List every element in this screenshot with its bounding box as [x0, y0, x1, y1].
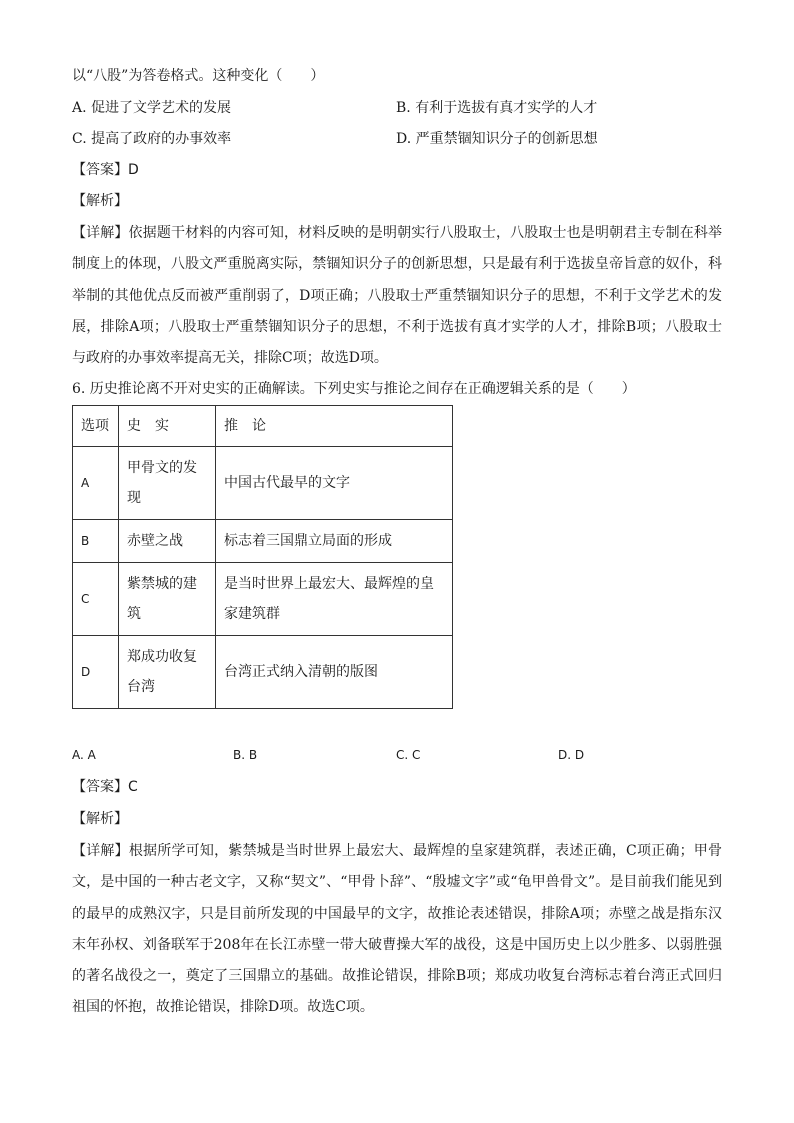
header-inference: 推 论 [216, 406, 453, 447]
cell-inference: 标志着三国鼎立局面的形成 [216, 520, 453, 563]
q6-answer-line [72, 777, 138, 797]
header-fact: 史 实 [119, 406, 216, 447]
q5-option-a: A. 促进了文学艺术的发展 [72, 100, 232, 116]
cell-option: D [73, 636, 119, 709]
q6-stem: 6. 历史推论离不开对史实的正确解读。下列史实与推论之间存在正确逻辑关系的是（ ） [72, 381, 636, 397]
q5-answer-line [72, 160, 139, 180]
q5-option-b: B. 有利于选拔有真才实学的人才 [396, 100, 598, 116]
q5-detail-text: 依据题干材料的内容可知，材料反映的是明朝实行八股取士，八股取士也是明朝君主专制在科举制度上的体现，八股文严重脱离实际，禁锢知识分子的创新思想，只是最有利于选拔皇帝旨意的奴仆，科举制的其他优点反而被严重削弱了，D项正确；八股取士严重禁锢知识分子的思想，不利于文学艺术的发展，排除A项；八股取士严重禁锢知识分子的思想，不利于选拔有真才实学的人才，排除B项；八股取士与政府的办事效率提高无关，排除C项；故选D项。 [72, 225, 723, 367]
q5-answer: D [128, 162, 139, 178]
q5-option-d: D. 严重禁锢知识分子的创新思想 [396, 131, 598, 147]
table-row [73, 636, 453, 709]
q6-choice-a: A. A [72, 748, 96, 762]
q5-answer-label: 【答案】 [72, 162, 128, 178]
q6-table [72, 405, 453, 709]
table-row [73, 447, 453, 520]
q6-detail [72, 836, 722, 1024]
q5-option-c: C. 提高了政府的办事效率 [72, 131, 232, 147]
cell-fact: 甲骨文的发现 [119, 447, 216, 520]
cell-fact: 赤壁之战 [119, 520, 216, 563]
cell-inference: 是当时世界上最宏大、最辉煌的皇家建筑群 [216, 563, 453, 636]
q6-detail-label: 【详解】 [72, 843, 129, 859]
q6-choice-b: B. B [233, 748, 258, 762]
cell-option: C [73, 563, 119, 636]
cell-option: A [73, 447, 119, 520]
cell-inference: 中国古代最早的文字 [216, 447, 453, 520]
cell-fact: 郑成功收复台湾 [119, 636, 216, 709]
q5-detail [72, 218, 722, 374]
q6-choice-d: D. D [558, 748, 585, 762]
q6-answer-label: 【答案】 [72, 779, 128, 795]
q6-choice-c: C. C [396, 748, 421, 762]
q6-analysis-label: 【解析】 [72, 811, 128, 827]
table-row [73, 520, 453, 563]
cell-option: B [73, 520, 119, 563]
table-row [73, 563, 453, 636]
q6-detail-text: 根据所学可知，紫禁城是当时世界上最宏大、最辉煌的皇家建筑群，表述正确，C项正确；甲骨文，是中国的一种古老文字，又称“契文”、“甲骨卜辞”、“殷墟文字”或“龟甲兽骨文”。是目前我们能见到的最早的成熟汉字，只是目前所发现的中国最早的文字，故推论表述错误，排除A项；赤壁之战是指东汉末年孙权、刘备联军于208年在长江赤壁一带大破曹操大军的战役，这是中国历史上以少胜多、以弱胜强的著名战役之一，奠定了三国鼎立的基础。故推论错误，排除B项；郑成功收复台湾标志着台湾正式回归祖国的怀抱，故推论错误，排除D项。故选C项。 [72, 843, 722, 1016]
q5-stem-tail: 以“八股”为答卷格式。这种变化（ ） [72, 68, 325, 84]
cell-fact: 紫禁城的建筑 [119, 563, 216, 636]
cell-inference: 台湾正式纳入清朝的版图 [216, 636, 453, 709]
header-option: 选项 [73, 406, 119, 447]
q5-detail-label: 【详解】 [72, 225, 129, 241]
q5-analysis-label: 【解析】 [72, 193, 128, 209]
q6-answer: C [128, 779, 138, 795]
table-header-row [73, 406, 453, 447]
